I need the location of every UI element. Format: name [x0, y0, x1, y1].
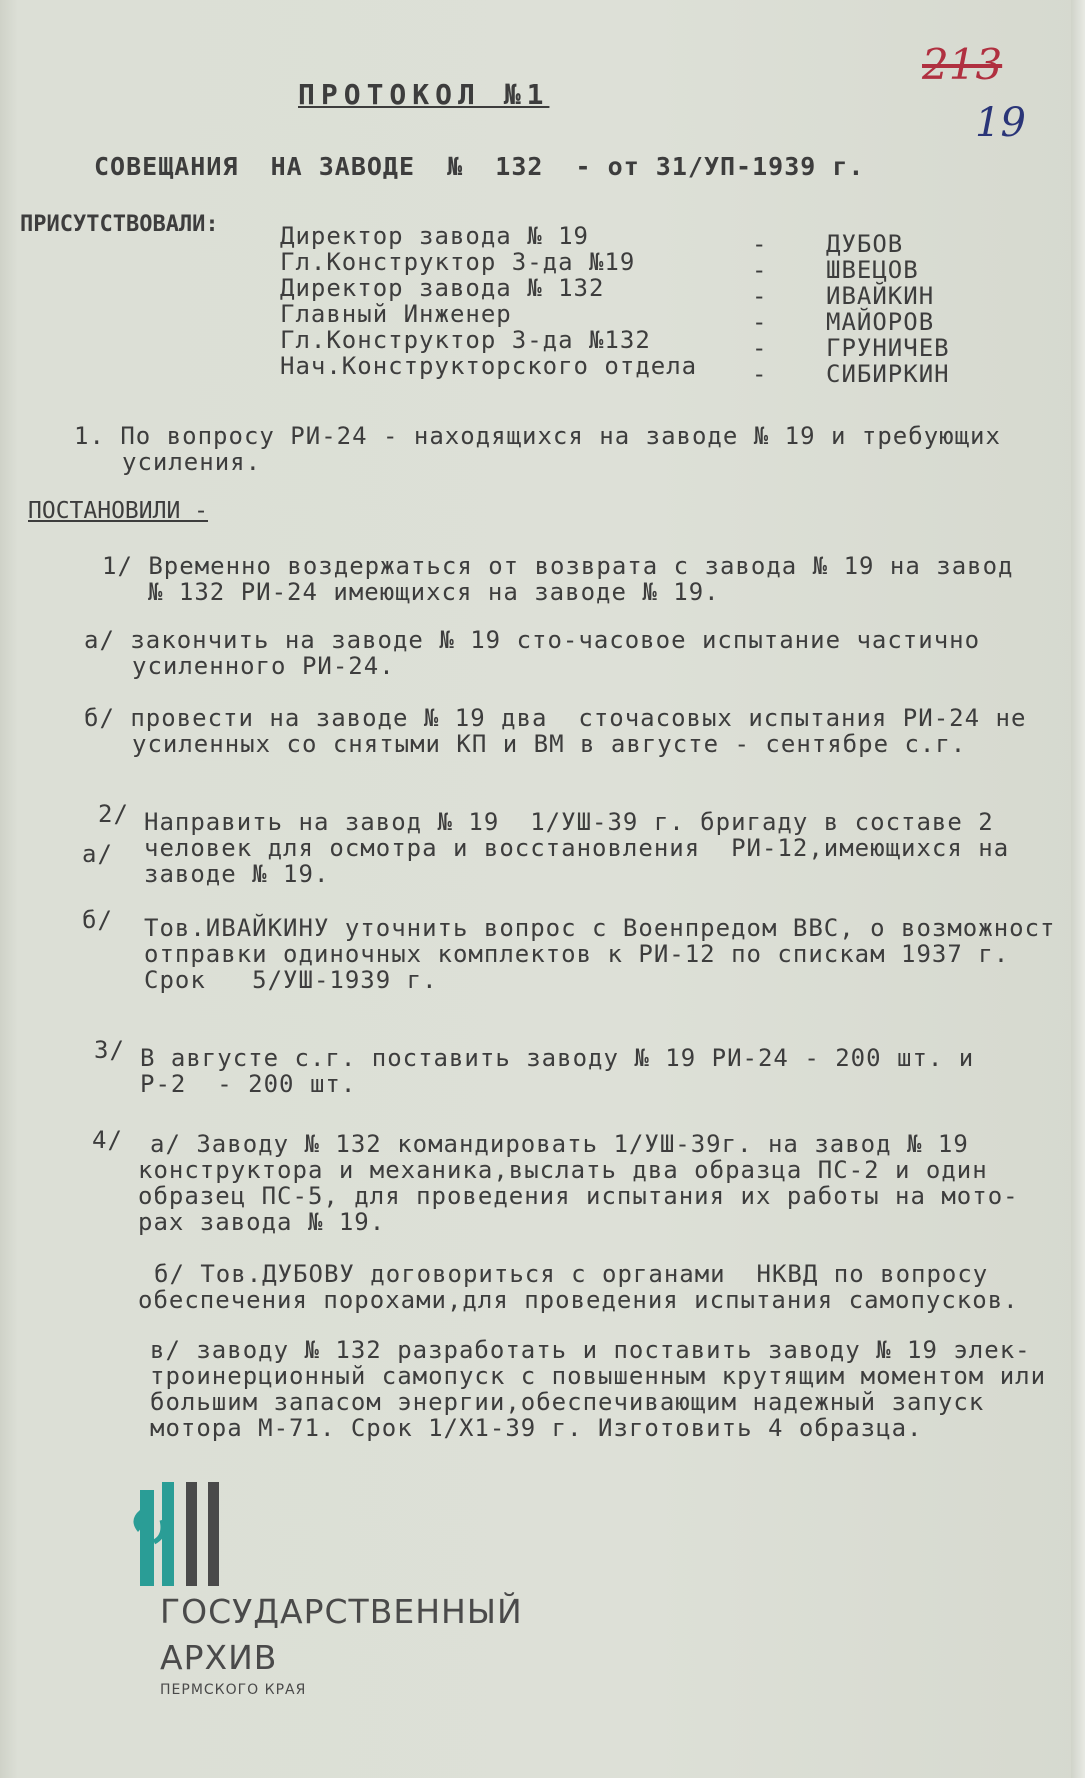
resolution-line: Срок 5/УШ-1939 г.: [144, 966, 438, 994]
resolution-line: в/ заводу № 132 разработать и поставить заводу № 19 элек-: [150, 1336, 1031, 1364]
meeting-subtitle: СОВЕЩАНИЯ НА ЗАВОДЕ № 132 - от 31/УП-1939 г.: [94, 152, 865, 181]
resolution-line: Направить на завод № 19 1/УШ-39 г. бригаду в составе 2: [144, 808, 994, 836]
document-title: ПРОТОКОЛ №1: [298, 78, 550, 111]
resolved-label: ПОСТАНОВИЛИ -: [28, 498, 209, 524]
page-edge: [1071, 0, 1085, 1778]
resolution-line: Р-2 - 200 шт.: [140, 1070, 357, 1098]
resolution-line: заводе № 19.: [144, 860, 330, 888]
attendee-name: ИВАЙКИН: [826, 282, 935, 310]
attendee-name: МАЙОРОВ: [826, 308, 935, 336]
attendees-label: ПРИСУТСТВОВАЛИ:: [20, 212, 219, 237]
resolution-subnumber: б/: [82, 906, 113, 934]
attendee-name: СИБИРКИН: [826, 360, 950, 388]
attendee-dash: -: [752, 282, 768, 310]
resolution-line: конструктора и механика,выслать два образца ПС-2 и один: [138, 1156, 988, 1184]
archive-emblem-icon: [128, 1480, 238, 1590]
attendee-dash: -: [752, 334, 768, 362]
resolution-subnumber: а/: [82, 840, 113, 868]
attendee-role: Гл.Конструктор З-да №19: [280, 248, 636, 276]
attendee-name: ШВЕЦОВ: [826, 256, 919, 284]
archive-name-line2: АРХИВ: [160, 1638, 278, 1677]
resolution-line: образец ПС-5, для проведения испытания их работы на мото-: [138, 1182, 1019, 1210]
crossed-page-number: 213: [922, 40, 1003, 89]
attendee-dash: -: [752, 256, 768, 284]
attendee-role: Директор завода № 132: [280, 274, 605, 302]
attendee-role: Главный Инженер: [280, 300, 512, 328]
resolution-line: рах завода № 19.: [138, 1208, 386, 1236]
resolution-line: В августе с.г. поставить заводу № 19 РИ-24 - 200 шт. и: [140, 1044, 975, 1072]
resolution-line: № 132 РИ-24 имеющихся на заводе № 19.: [148, 578, 720, 606]
agenda-item-cont: усиления.: [122, 448, 262, 476]
attendee-role: Директор завода № 19: [280, 222, 589, 250]
resolution-number: 4/: [92, 1126, 123, 1154]
attendee-role: Гл.Конструктор З-да №132: [280, 326, 651, 354]
attendee-dash: -: [752, 230, 768, 258]
attendee-role: Нач.Конструкторского отдела: [280, 352, 698, 380]
resolution-line: троинерционный самопуск с повышенным крутящим моментом или: [150, 1362, 1047, 1390]
attendee-name: ДУБОВ: [826, 230, 904, 258]
agenda-item: 1. По вопросу РИ-24 - находящихся на заводе № 19 и требующих: [74, 422, 1001, 450]
attendee-dash: -: [752, 360, 768, 388]
resolution-line: б/ провести на заводе № 19 два сточасовых испытания РИ-24 не: [84, 704, 1027, 732]
resolution-line: мотора М-71. Срок 1/Х1-39 г. Изготовить 4 образца.: [150, 1414, 923, 1442]
resolution-line: Тов.ИВАЙКИНУ уточнить вопрос с Военпредом ВВС, о возможност: [144, 914, 1056, 942]
resolution-line: а/ закончить на заводе № 19 сто-часовое испытание частично: [84, 626, 981, 654]
resolution-line: б/ Тов.ДУБОВУ договориться с органами НКВД по вопросу: [154, 1260, 989, 1288]
resolution-line: усиленных со снятыми КП и ВМ в августе - сентябре с.г.: [132, 730, 967, 758]
resolution-line: отправки одиночных комплектов к РИ-12 по спискам 1937 г.: [144, 940, 1010, 968]
archive-logo: [128, 1480, 238, 1594]
resolution-line: человек для осмотра и восстановления РИ-12,имеющихся на: [144, 834, 1010, 862]
attendee-name: ГРУНИЧЕВ: [826, 334, 950, 362]
resolution-line: большим запасом энергии,обеспечивающим надежный запуск: [150, 1388, 985, 1416]
resolution-line: обеспечения порохами,для проведения испытания самопусков.: [138, 1286, 1019, 1314]
archive-name-line1: ГОСУДАРСТВЕННЫЙ: [160, 1592, 523, 1631]
resolution-number: 3/: [94, 1036, 125, 1064]
handwritten-page-number: 19: [975, 100, 1026, 146]
resolution-number: 2/: [98, 800, 129, 828]
resolution-line: 1/ Временно воздержаться от возврата с завода № 19 на завод: [102, 552, 1014, 580]
resolution-line: усиленного РИ-24.: [132, 652, 395, 680]
attendee-dash: -: [752, 308, 768, 336]
resolution-line: а/ Заводу № 132 командировать 1/УШ-39г. на завод № 19: [150, 1130, 969, 1158]
archive-name-line3: ПЕРМСКОГО КРАЯ: [160, 1682, 307, 1698]
